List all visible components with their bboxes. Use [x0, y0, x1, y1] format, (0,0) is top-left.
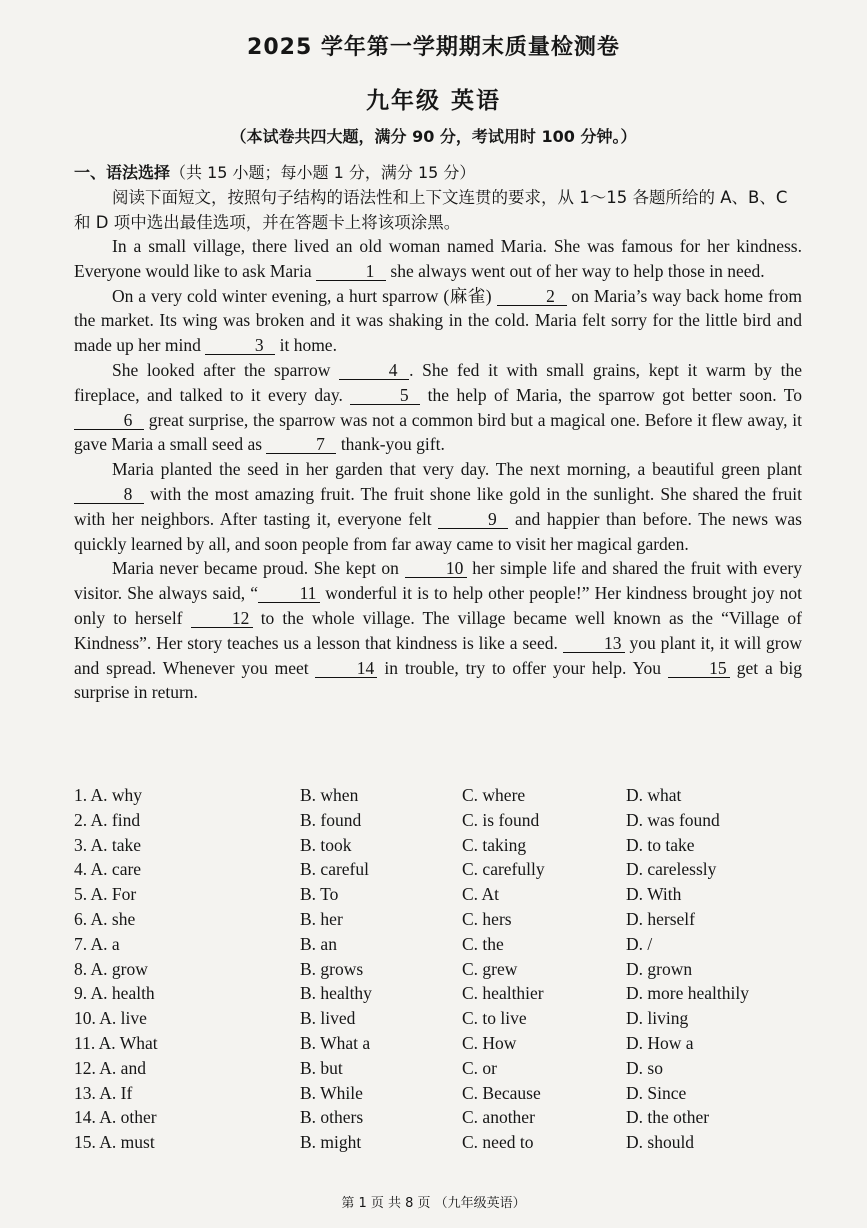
passage-text: and happier than before. The news was quickly learned by all, and soon people from far away came to visit her magical garden. — [74, 508, 802, 554]
option-d: D. grown — [626, 958, 693, 979]
option-b: B. when — [300, 785, 359, 805]
blank-5: 5 — [350, 386, 420, 405]
exam-note: （本试卷共四大题，满分 90 分，考试用时 100 分钟。） — [230, 127, 637, 146]
option-a: 6. A. she — [74, 908, 136, 929]
option-b: B. her — [300, 908, 343, 929]
blank-13: 13 — [563, 634, 625, 653]
passage-text: she always went out of her way to help those in need. — [386, 260, 765, 281]
option-d: D. living — [626, 1008, 689, 1029]
option-d: D. more healthily — [626, 983, 749, 1004]
blank-10: 10 — [405, 559, 467, 578]
option-b: B. grows — [300, 958, 364, 979]
option-a: 10. A. live — [74, 1008, 147, 1029]
option-d: D. / — [626, 933, 653, 954]
option-row — [74, 934, 794, 959]
option-b: B. careful — [300, 859, 369, 880]
option-d: D. to take — [626, 834, 695, 855]
passage-text: great surprise, the sparrow was not a common bird but a magical one. Before it flew away, it gave Maria a small seed as — [74, 409, 802, 455]
option-b: B. found — [300, 809, 362, 830]
option-a: 9. A. health — [74, 983, 155, 1004]
option-c: C. healthier — [462, 983, 544, 1004]
option-b: B. others — [300, 1107, 364, 1128]
option-d: D. carelessly — [626, 859, 717, 880]
option-a: 7. A. a — [74, 933, 120, 954]
reading-passage — [74, 234, 802, 705]
option-a: 4. A. care — [74, 859, 142, 880]
option-row — [74, 1107, 794, 1132]
blank-15: 15 — [668, 659, 730, 678]
exam-title: 2025 学年第一学期期末质量检测卷 — [247, 35, 620, 60]
option-row — [74, 835, 794, 860]
option-c: C. hers — [462, 908, 512, 929]
blank-11: 11 — [258, 584, 320, 603]
option-d: D. How a — [626, 1032, 694, 1053]
passage-text: get a big surprise in return. — [74, 657, 802, 703]
option-c: C. need to — [462, 1132, 534, 1153]
blank-1: 1 — [316, 262, 386, 281]
passage-text: to the whole village. The village became well known as the “Village of Kindness”. Her story teaches us a lesson that kindness is like a seed. — [74, 607, 802, 653]
passage-text: you plant it, it will grow and spread. Whenever you meet — [74, 632, 802, 678]
option-a: 1. A. why — [74, 785, 143, 805]
passage-paragraph — [74, 556, 802, 705]
option-a: 15. A. must — [74, 1132, 155, 1153]
blank-12: 12 — [191, 609, 253, 628]
passage-text: . She fed it with small grains, kept it warm by the fireplace, and talked to it every day. — [74, 359, 802, 405]
option-a: 3. A. take — [74, 834, 142, 855]
passage-paragraph — [74, 234, 802, 284]
option-a: 13. A. If — [74, 1082, 133, 1103]
option-b: B. To — [300, 884, 339, 905]
option-c: C. At — [462, 884, 499, 905]
option-d: D. should — [626, 1132, 695, 1153]
option-d: D. the other — [626, 1107, 710, 1128]
option-row — [74, 1083, 794, 1108]
option-c: C. where — [462, 785, 526, 805]
option-a: 2. A. find — [74, 809, 141, 830]
blank-9: 9 — [438, 510, 508, 529]
section-instructions: 阅读下面短文，按照句子结构的语法性和上下文连贯的要求，从 1～15 各题所给的 A、B、C 和 D 项中选出最佳选项，并在答题卡上将该项涂黑。 — [74, 188, 788, 232]
option-d: D. With — [626, 884, 682, 905]
option-a: 8. A. grow — [74, 958, 148, 979]
page-footer: 第 1 页 共 8 页 （九年级英语） — [341, 1196, 526, 1211]
option-d: D. Since — [626, 1082, 687, 1103]
option-b: B. healthy — [300, 983, 372, 1004]
option-a: 5. A. For — [74, 884, 137, 905]
passage-text: in trouble, try to offer your help. You — [377, 657, 668, 678]
section-title: 一、语法选择 — [74, 163, 171, 182]
blank-8: 8 — [74, 485, 144, 504]
option-row — [74, 959, 794, 984]
option-c: C. the — [462, 933, 504, 954]
blank-4: 4 — [339, 361, 409, 380]
option-row — [74, 884, 794, 909]
option-b: B. lived — [300, 1008, 356, 1029]
option-row — [74, 785, 794, 810]
blank-6: 6 — [74, 411, 144, 430]
option-d: D. was found — [626, 809, 720, 830]
option-d: D. herself — [626, 908, 696, 929]
section-heading — [74, 160, 475, 183]
passage-text: Maria never became proud. She kept on — [112, 558, 405, 579]
passage-text: with the most amazing fruit. The fruit shone like gold in the sunlight. She shared the fruit with her neighbors. After tasting it, everyone felt — [74, 483, 802, 529]
option-row — [74, 810, 794, 835]
blank-7: 7 — [266, 435, 336, 454]
option-row — [74, 909, 794, 934]
option-a: 14. A. other — [74, 1107, 157, 1128]
passage-text: the help of Maria, the sparrow got better soon. To — [420, 384, 802, 405]
option-c: C. to live — [462, 1008, 527, 1029]
passage-paragraph — [74, 284, 802, 358]
option-c: C. is found — [462, 809, 540, 830]
option-c: C. carefully — [462, 859, 545, 880]
option-c: C. Because — [462, 1082, 541, 1103]
option-row — [74, 1008, 794, 1033]
passage-paragraph — [74, 358, 802, 457]
blank-3: 3 — [205, 336, 275, 355]
option-b: B. but — [300, 1057, 343, 1078]
passage-paragraph — [74, 457, 802, 556]
passage-text: on Maria’s way back home from the market. Its wing was broken and it was shaking in the cold. Maria felt sorry for the little bird and made up her mind — [74, 285, 803, 356]
passage-text: wonderful it is to help other people!” Her kindness brought joy not only to herself — [74, 583, 803, 628]
option-row — [74, 983, 794, 1008]
option-a: 12. A. and — [74, 1057, 146, 1078]
option-d: D. what — [626, 785, 682, 805]
option-b: B. While — [300, 1082, 363, 1103]
option-c: C. How — [462, 1032, 517, 1053]
option-row — [74, 1033, 794, 1058]
option-b: B. might — [300, 1132, 362, 1153]
option-d: D. so — [626, 1057, 663, 1078]
passage-text: thank-you gift. — [336, 434, 445, 455]
passage-text: Maria planted the seed in her garden that very day. The next morning, a beautiful green plant — [112, 459, 802, 480]
passage-text: it home. — [275, 335, 337, 356]
option-c: C. another — [462, 1107, 535, 1128]
option-a: 11. A. What — [74, 1032, 158, 1053]
blank-14: 14 — [315, 659, 377, 678]
passage-text: her simple life and shared the fruit with every visitor. She always said, “ — [74, 558, 802, 604]
option-row — [74, 1132, 794, 1157]
option-c: C. grew — [462, 958, 518, 979]
option-row — [74, 859, 794, 884]
option-b: B. an — [300, 933, 337, 954]
option-c: C. taking — [462, 834, 527, 855]
option-b: B. took — [300, 834, 352, 855]
blank-2: 2 — [497, 287, 567, 306]
passage-text: On a very cold winter evening, a hurt sparrow (麻雀) — [112, 285, 497, 306]
passage-text: In a small village, there lived an old woman named Maria. She was famous for her kindness. Everyone would like to ask Maria — [74, 236, 802, 281]
exam-subject: 九年级 英语 — [365, 88, 501, 114]
option-c: C. or — [462, 1057, 497, 1078]
option-b: B. What a — [300, 1032, 371, 1053]
passage-text: She looked after the sparrow — [112, 359, 340, 380]
answer-options — [74, 785, 794, 1157]
section-detail: （共 15 小题；每小题 1 分，满分 15 分） — [170, 163, 476, 182]
option-row — [74, 1058, 794, 1083]
